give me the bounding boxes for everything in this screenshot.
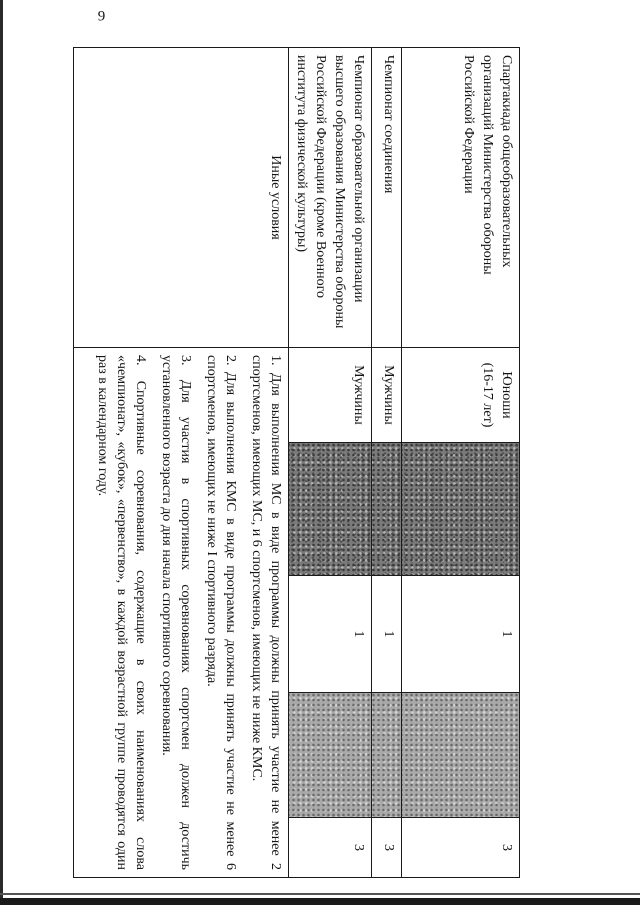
shaded-cell bbox=[402, 443, 520, 576]
condition-item: 2. Для выполнения КМС в виде программы должны принять участие не менее 6 спортсменов, имеющих не ниже I спортивного разряда. bbox=[204, 355, 238, 870]
age-category bbox=[402, 348, 520, 443]
category-group: Юноши bbox=[499, 371, 514, 419]
table-row bbox=[402, 48, 520, 878]
scan-edge-line bbox=[0, 893, 640, 895]
competition-name: Чемпионат соединения bbox=[372, 48, 402, 348]
other-conditions-label: Иные условия bbox=[74, 48, 289, 348]
other-conditions-text bbox=[74, 348, 289, 878]
rank-value: 3 bbox=[289, 818, 372, 878]
category-age-range: (16-17 лет) bbox=[480, 362, 495, 428]
shaded-cell bbox=[289, 443, 372, 576]
page-number: 9 bbox=[97, 8, 106, 25]
places-count: 1 bbox=[372, 576, 402, 693]
shaded-cell bbox=[372, 693, 402, 818]
rank-value: 3 bbox=[372, 818, 402, 878]
requirements-table bbox=[73, 47, 520, 878]
condition-item: 1. Для выполнения МС в виде программы должны принять участие не менее 2 спортсменов, имеющих МС, и 6 спортсменов, имеющих не ниже КМС. bbox=[249, 355, 283, 870]
competition-name: Спартакиада общеобразовательных организаций Министерства обороны Российской Федерации bbox=[402, 48, 520, 348]
places-count: 1 bbox=[402, 576, 520, 693]
shaded-cell bbox=[289, 693, 372, 818]
places-count: 1 bbox=[289, 576, 372, 693]
rotated-document bbox=[75, 8, 520, 877]
table-row bbox=[74, 48, 289, 878]
scan-edge-bottom bbox=[0, 898, 640, 905]
shaded-cell bbox=[402, 693, 520, 818]
competition-name: Чемпионат образовательной организации высшего образования Министерства обороны Российской Федерации (кроме Военного института физической культуры) bbox=[289, 48, 372, 348]
condition-item: 4. Спортивные соревнования, содержащие в своих наименованиях слова «чемпионат», «кубок», «первенство», в каждой возрастной группе проводятся один раз в календарном году. bbox=[95, 355, 148, 870]
scan-edge-left bbox=[0, 0, 3, 905]
table-row bbox=[372, 48, 402, 878]
age-category: Мужчины bbox=[289, 348, 372, 443]
shaded-cell bbox=[372, 443, 402, 576]
age-category: Мужчины bbox=[372, 348, 402, 443]
rank-value: 3 bbox=[402, 818, 520, 878]
table-row bbox=[289, 48, 372, 878]
condition-item: 3. Для участия в спортивных соревнованиях спортсмен должен достичь установленного возраста до дня начала спортивного соревнования. bbox=[159, 355, 193, 870]
